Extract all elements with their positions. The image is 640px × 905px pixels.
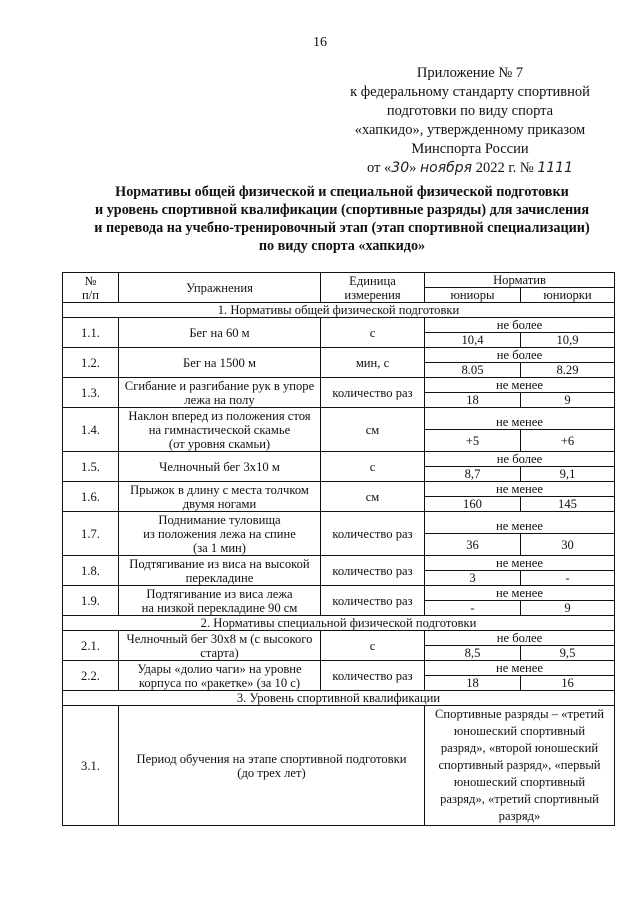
unit-cell: количество раз	[321, 556, 425, 586]
norm-condition: не менее	[425, 586, 615, 601]
date-day-handwritten: 30	[391, 160, 410, 176]
value-juniors: 3	[425, 571, 521, 586]
date-suffix: 2022 г. №	[472, 160, 538, 176]
exercise-name: Подтягивание из виса на высокой перекладине	[119, 556, 321, 586]
row-number: 1.9.	[63, 586, 119, 616]
exercise-name: Челночный бег 3x10 м	[119, 452, 321, 482]
title-line: и уровень спортивной квалификации (спортивные разряды) для зачисления	[94, 202, 589, 218]
appendix-line: к федеральному стандарту спортивной	[350, 84, 590, 100]
norm-condition: не более	[425, 631, 615, 646]
row-number: 2.1.	[63, 631, 119, 661]
row-number: 1.3.	[63, 378, 119, 408]
unit-cell: см	[321, 482, 425, 512]
table-header-row	[63, 273, 615, 288]
norm-condition: не менее	[425, 378, 615, 393]
value-juniors: 8.05	[425, 363, 521, 378]
section-row-1	[63, 303, 615, 318]
row-number: 1.5.	[63, 452, 119, 482]
table-row	[63, 661, 615, 676]
table-row	[63, 318, 615, 333]
exercise-name: Челночный бег 30x8 м (с высокого старта)	[119, 631, 321, 661]
row-number: 1.6.	[63, 482, 119, 512]
row-number: 2.2.	[63, 661, 119, 691]
norm-condition: не более	[425, 452, 615, 467]
section-heading: 1. Нормативы общей физической подготовки	[63, 303, 615, 318]
row-number: 3.1.	[63, 706, 119, 826]
row-number: 1.8.	[63, 556, 119, 586]
header-norm: Норматив	[425, 273, 615, 288]
date-month-handwritten: ноября	[419, 160, 473, 176]
appendix-line: Минспорта России	[411, 141, 529, 157]
unit-cell: количество раз	[321, 586, 425, 616]
table-row	[63, 348, 615, 363]
qualification-value: Спортивные разряды – «третий юношеский спортивный разряд», «второй юношеский спортивный разряд», «первый юношеский спортивный разряд», «третий спортивный разряд»	[425, 706, 615, 826]
exercise-name: Поднимание туловища из положения лежа на спине (за 1 мин)	[119, 512, 321, 556]
value-juniorki: -	[521, 571, 615, 586]
norm-condition: не менее	[425, 556, 615, 571]
value-juniors: 18	[425, 393, 521, 408]
norms-table-body	[63, 273, 615, 826]
row-number: 1.2.	[63, 348, 119, 378]
row-number: 1.1.	[63, 318, 119, 348]
value-juniors: -	[425, 601, 521, 616]
value-juniorki: 9,1	[521, 467, 615, 482]
table-row	[63, 408, 615, 430]
order-date-line	[340, 159, 600, 178]
table-row	[63, 631, 615, 646]
unit-cell: с	[321, 452, 425, 482]
value-juniorki: 9	[521, 393, 615, 408]
title-line: Нормативы общей физической и специальной физической подготовки	[115, 184, 569, 200]
section-heading: 2. Нормативы специальной физической подготовки	[63, 616, 615, 631]
appendix-line: «хапкидо», утвержденному приказом	[354, 122, 586, 138]
exercise-name: Сгибание и разгибание рук в упоре лежа на полу	[119, 378, 321, 408]
exercise-name: Подтягивание из виса лежа на низкой перекладине 90 см	[119, 586, 321, 616]
value-juniors: 160	[425, 497, 521, 512]
section-row-3	[63, 691, 615, 706]
unit-cell: количество раз	[321, 512, 425, 556]
header-exercise: Упражнения	[119, 273, 321, 303]
title-line: и перевода на учебно-тренировочный этап (этап спортивной специализации)	[94, 220, 590, 236]
header-juniors: юниоры	[425, 288, 521, 303]
value-juniors: 36	[425, 534, 521, 556]
value-juniorki: 16	[521, 676, 615, 691]
exercise-name: Период обучения на этапе спортивной подготовки (до трех лет)	[119, 706, 425, 826]
header-juniorki: юниорки	[521, 288, 615, 303]
norm-condition: не более	[425, 348, 615, 363]
appendix-block	[340, 64, 600, 178]
title-line: по виду спорта «хапкидо»	[258, 238, 426, 254]
table-row	[63, 482, 615, 497]
value-juniors: +5	[425, 430, 521, 452]
value-juniors: 18	[425, 676, 521, 691]
header-num: № п/п	[63, 273, 119, 303]
table-row	[63, 378, 615, 393]
unit-cell: мин, с	[321, 348, 425, 378]
norm-condition: не менее	[425, 512, 615, 534]
header-unit: Единица измерения	[321, 273, 425, 303]
table-row	[63, 512, 615, 534]
value-juniorki: 9	[521, 601, 615, 616]
unit-cell: см	[321, 408, 425, 452]
unit-cell: с	[321, 318, 425, 348]
unit-cell: с	[321, 631, 425, 661]
norm-condition: не более	[425, 318, 615, 333]
row-number: 1.4.	[63, 408, 119, 452]
table-row	[63, 452, 615, 467]
exercise-name: Удары «долио чаги» на уровне корпуса по «ракетке» (за 10 с)	[119, 661, 321, 691]
date-prefix: от «	[367, 160, 392, 176]
appendix-line: Приложение № 7	[416, 65, 524, 81]
norm-condition: не менее	[425, 661, 615, 676]
norm-condition: не менее	[425, 408, 615, 430]
exercise-name: Бег на 60 м	[119, 318, 321, 348]
norms-table	[62, 272, 615, 826]
value-juniorki: 9,5	[521, 646, 615, 661]
exercise-name: Бег на 1500 м	[119, 348, 321, 378]
value-juniors: 8,5	[425, 646, 521, 661]
table-row	[63, 586, 615, 601]
unit-cell: количество раз	[321, 661, 425, 691]
value-juniorki: 30	[521, 534, 615, 556]
row-number: 1.7.	[63, 512, 119, 556]
table-row	[63, 706, 615, 826]
unit-cell: количество раз	[321, 378, 425, 408]
value-juniors: 10,4	[425, 333, 521, 348]
norm-condition: не менее	[425, 482, 615, 497]
value-juniorki: 10,9	[521, 333, 615, 348]
date-mid: »	[409, 160, 420, 176]
order-number-handwritten: 1111	[537, 160, 573, 176]
value-juniors: 8,7	[425, 467, 521, 482]
document-title	[62, 183, 622, 255]
section-row-2	[63, 616, 615, 631]
exercise-name: Прыжок в длину с места толчком двумя ногами	[119, 482, 321, 512]
value-juniorki: 145	[521, 497, 615, 512]
value-juniorki: 8.29	[521, 363, 615, 378]
table-row	[63, 556, 615, 571]
value-juniorki: +6	[521, 430, 615, 452]
appendix-line: подготовки по виду спорта	[386, 103, 554, 119]
page-number: 16	[313, 35, 327, 50]
exercise-name: Наклон вперед из положения стоя на гимнастической скамье (от уровня скамьи)	[119, 408, 321, 452]
section-heading: 3. Уровень спортивной квалификации	[63, 691, 615, 706]
